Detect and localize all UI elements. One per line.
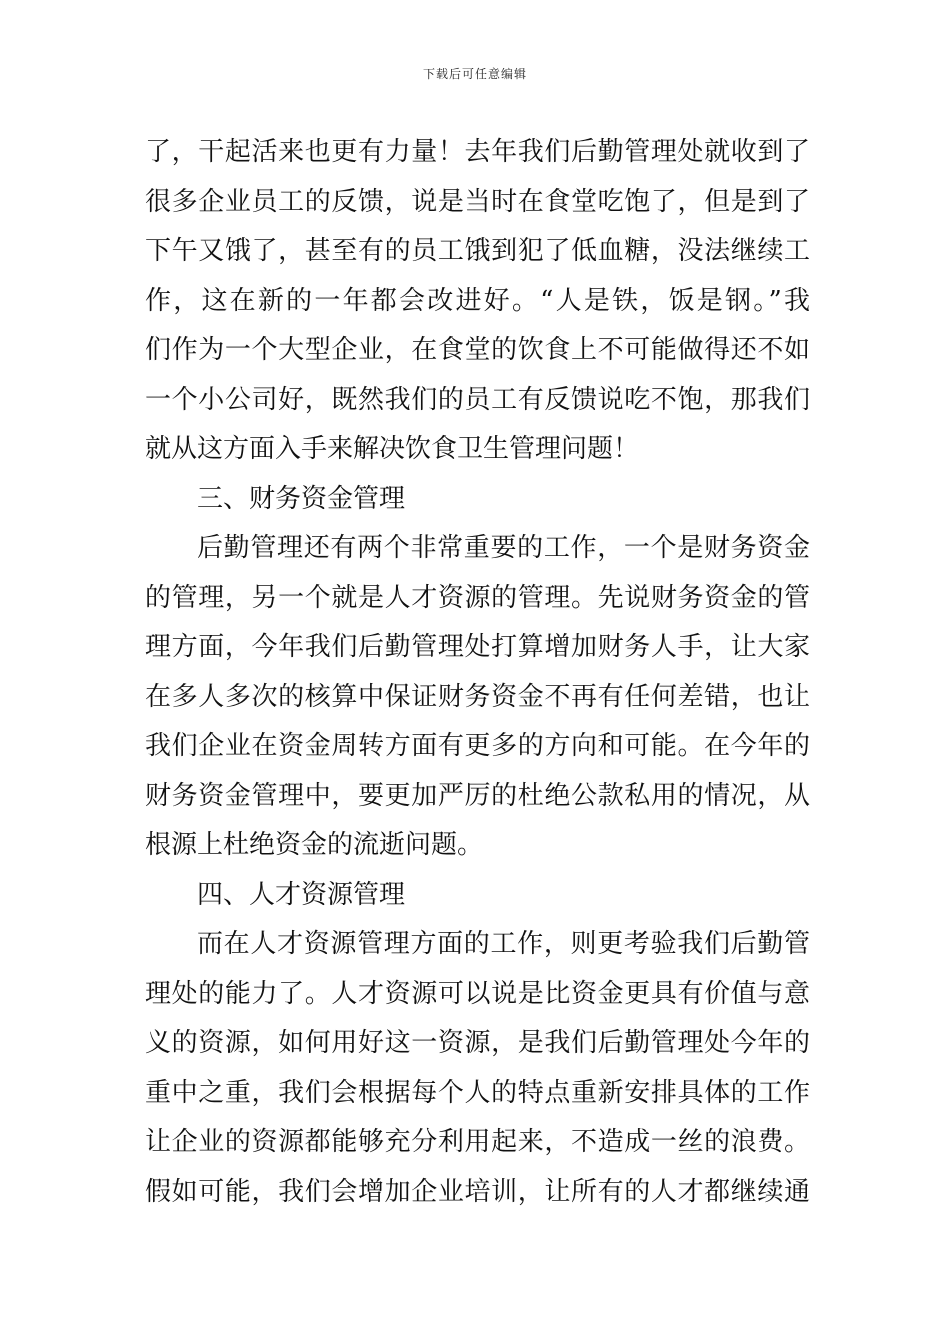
body-line: 财务资金管理中，要更加严厉的杜绝公款私用的情况，从 <box>145 780 810 811</box>
body-line: 作，这在新的一年都会改进好。“人是铁，饭是钢。”我 <box>145 285 810 316</box>
body-line: 在多人多次的核算中保证财务资金不再有任何差错，也让 <box>145 681 810 712</box>
body-line: 理方面，今年我们后勤管理处打算增加财务人手，让大家 <box>145 632 810 662</box>
body-line: 而在人才资源管理方面的工作，则更考验我们后勤管 <box>197 929 810 959</box>
body-line: 我们企业在资金周转方面有更多的方向和可能。在今年的 <box>145 731 810 761</box>
document-body <box>145 128 810 1217</box>
body-line: 假如可能，我们会增加企业培训，让所有的人才都继续通 <box>145 1176 810 1207</box>
body-line: 后勤管理还有两个非常重要的工作，一个是财务资金 <box>197 533 810 563</box>
body-line: 很多企业员工的反馈，说是当时在食堂吃饱了，但是到了 <box>145 186 810 217</box>
body-line: 一个小公司好，既然我们的员工有反馈说吃不饱，那我们 <box>145 384 810 415</box>
body-line: 就从这方面入手来解决饮食卫生管理问题！ <box>145 434 640 464</box>
body-line: 义的资源，如何用好这一资源，是我们后勤管理处今年的 <box>145 1028 810 1058</box>
body-line: 根源上杜绝资金的流逝问题。 <box>145 830 484 860</box>
body-line: 的管理，另一个就是人才资源的管理。先说财务资金的管 <box>145 582 810 613</box>
section-heading-finance: 三、财务资金管理 <box>197 483 406 514</box>
body-line: 下午又饿了，甚至有的员工饿到犯了低血糖，没法继续工 <box>145 236 810 266</box>
body-line: 了，干起活来也更有力量！去年我们后勤管理处就收到了 <box>145 137 810 167</box>
section-heading-talent: 四、人才资源管理 <box>197 879 406 910</box>
body-line: 理处的能力了。人才资源可以说是比资金更具有价值与意 <box>145 978 810 1009</box>
body-line: 们作为一个大型企业，在食堂的饮食上不可能做得还不如 <box>145 335 810 365</box>
body-line: 重中之重，我们会根据每个人的特点重新安排具体的工作 <box>145 1077 810 1108</box>
body-line: 让企业的资源都能够充分利用起来，不造成一丝的浪费。 <box>145 1127 810 1157</box>
page-header-note: 下载后可任意编辑 <box>422 67 527 81</box>
